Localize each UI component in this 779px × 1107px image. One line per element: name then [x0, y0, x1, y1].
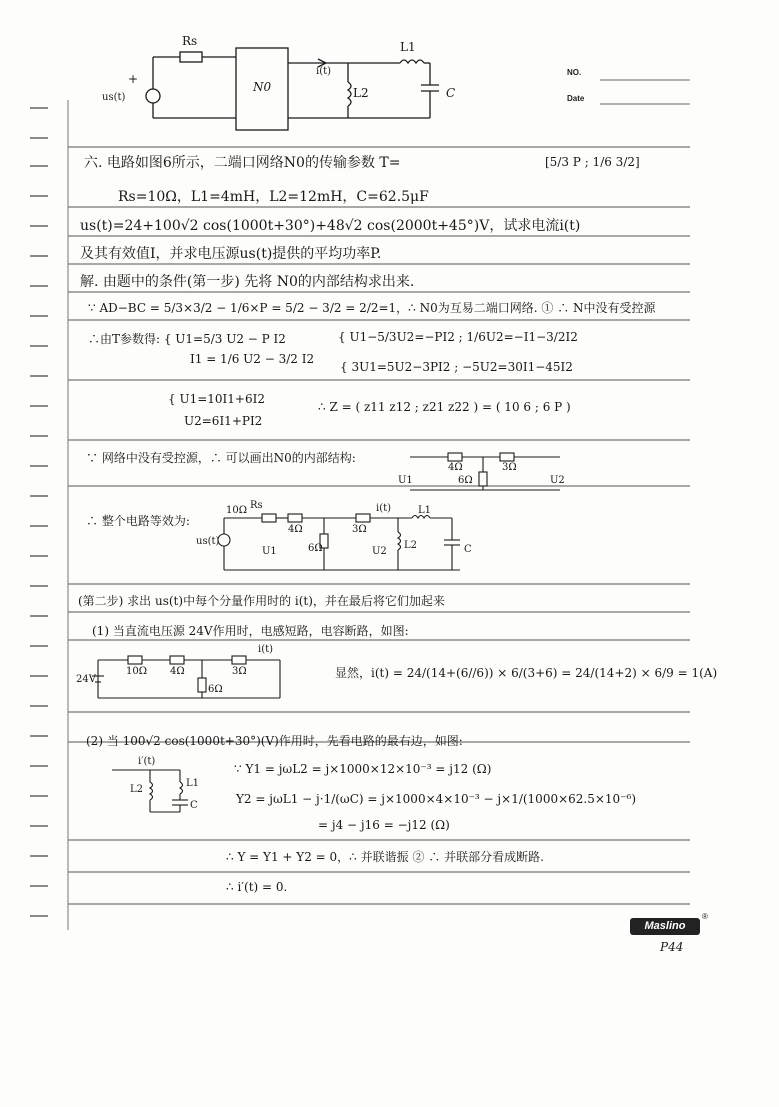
r6-label: 6Ω	[458, 475, 473, 486]
equivalent-circuit-text: ∴ 整个电路等效为:	[86, 514, 190, 528]
registered-mark: ®	[702, 912, 708, 921]
plus-sign: +	[128, 72, 139, 86]
current-label: i(t)	[316, 66, 332, 77]
sub1-title: (1) 当直流电压源 24V作用时，电感短路，电容断路，如图:	[92, 624, 409, 638]
i-prime-result: ∴ i′(t) = 0.	[226, 880, 288, 894]
t-matrix: [5/3 P ; 1/6 3/2]	[545, 155, 640, 169]
c-label: C	[446, 86, 456, 100]
eq-l2: L2	[404, 540, 418, 551]
n0-label: N0	[253, 80, 272, 94]
t-eq-1: ∴由T参数得: { U1=5/3 U2 − P I2	[88, 332, 286, 346]
z-matrix: ∴ Z = ( z11 z12 ; z21 z22 ) = ( 10 6 ; 6 P )	[318, 400, 571, 414]
u2-label: U2	[550, 475, 565, 486]
eq-r4: 4Ω	[288, 524, 303, 535]
resonance-conclusion: ∴ Y = Y1 + Y2 = 0，∴ 并联谐振 ② ∴ 并联部分看成断路.	[226, 850, 544, 864]
eq-current: i(t)	[376, 503, 392, 514]
eq-source: us(t)	[196, 536, 220, 547]
dc-r3: 3Ω	[232, 666, 247, 677]
eq-r6: 6Ω	[308, 543, 323, 554]
u1-label: U1	[398, 475, 413, 486]
rs-label: Rs	[182, 34, 198, 48]
solution-step-1: 解. 由题中的条件(第一步) 先将 N0的内部结构求出来.	[80, 274, 415, 290]
ac-c: C	[190, 800, 198, 811]
t-eq-4: { 3U1=5U2−3PI2 ; −5U2=30I1−45I2	[340, 360, 573, 374]
r4-label: 4Ω	[448, 462, 463, 473]
problem-line-2: Rs=10Ω，L1=4mH，L2=12mH，C=62.5μF	[118, 189, 429, 205]
ac-current: i′(t)	[138, 756, 156, 767]
problem-line-3: us(t)=24+100√2 cos(1000t+30°)+48√2 cos(2000t+45°)V，试求电流i(t)	[80, 218, 581, 234]
page-number: P44	[660, 940, 684, 954]
t-eq-2: I1 = 1/6 U2 − 3/2 I2	[190, 352, 315, 366]
no-label: NO.	[567, 68, 582, 77]
step-2-heading: (第二步) 求出 us(t)中每个分量作用时的 i(t)，并在最后将它们加起来	[78, 594, 445, 608]
eq-c: C	[464, 544, 472, 555]
y1-equation: ∵ Y1 = jωL2 = j×1000×12×10⁻³ = j12 (Ω)	[234, 762, 492, 776]
z-eq-2: U2=6I1+PI2	[184, 414, 263, 428]
eq-l1: L1	[418, 505, 432, 516]
solution-reciprocity: ∵ AD−BC = 5/3×3/2 − 1/6×P = 5/2 − 3/2 = 2/2=1，∴ N0为互易二端口网络. ① ∴ N中没有受控源	[88, 301, 656, 315]
ac-l2: L2	[130, 784, 144, 795]
l2-label: L2	[353, 86, 369, 100]
eq-r10: 10Ω	[226, 505, 248, 516]
eq-u1: U1	[262, 546, 277, 557]
problem-line-4: 及其有效值I，并求电压源us(t)提供的平均功率P.	[80, 246, 382, 262]
sub1-result: 显然，i(t) = 24/(14+(6//6)) × 6/(3+6) = 24/(14+2) × 6/9 = 1(A)	[335, 666, 718, 680]
r3-label: 3Ω	[502, 462, 517, 473]
date-label: Date	[567, 94, 585, 103]
eq-rs: Rs	[250, 500, 263, 511]
dc-r6: 6Ω	[208, 684, 223, 695]
maslino-logo: Maslino	[630, 918, 700, 935]
z-eq-1: { U1=10I1+6I2	[168, 392, 265, 406]
eq-r3: 3Ω	[352, 524, 367, 535]
dc-r10: 10Ω	[126, 666, 148, 677]
problem-line-1: 六. 电路如图6所示，二端口网络N0的传输参数 T=	[84, 155, 401, 171]
l1-label: L1	[400, 40, 416, 54]
t-eq-3: { U1−5/3U2=−PI2 ; 1/6U2=−I1−3/2I2	[338, 330, 578, 344]
eq-u2: U2	[372, 546, 387, 557]
y2-result: = j4 − j16 = −j12 (Ω)	[318, 818, 450, 832]
y2-equation: Y2 = jωL1 − j·1/(ωC) = j×1000×4×10⁻³ − j×1/(1000×62.5×10⁻⁶)	[236, 792, 637, 806]
dc-r4: 4Ω	[170, 666, 185, 677]
source-label: us(t)	[102, 92, 126, 103]
dc-source: 24V	[76, 674, 96, 685]
sub2-title: (2) 当 100√2 cos(1000t+30°)(V)作用时，先看电路的最右边，如图:	[86, 734, 463, 748]
internal-structure-text: ∵ 网络中没有受控源，∴ 可以画出N0的内部结构:	[86, 451, 356, 465]
ac-l1: L1	[186, 778, 200, 789]
dc-current: i(t)	[258, 644, 274, 655]
